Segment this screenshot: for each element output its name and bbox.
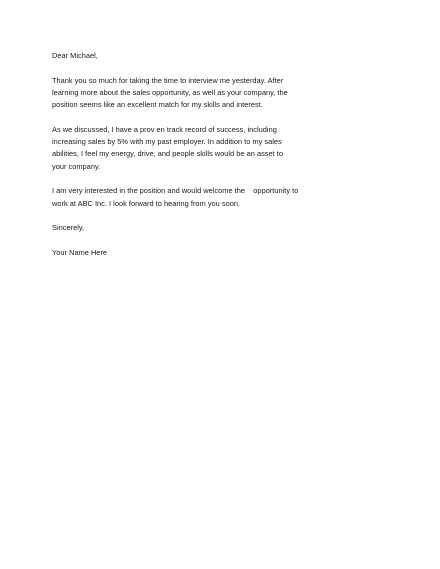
paragraph-3-line-2: work at ABC Inc. I look forward to hearing from you soon. <box>52 198 241 208</box>
paragraph-spacer <box>52 210 302 222</box>
paragraph-2-line-2: increasing sales by 5% with my past employer. In addition to my sales <box>52 137 282 147</box>
paragraph-spacer <box>52 111 302 123</box>
paragraph-spacer <box>52 173 302 185</box>
paragraph-2-line-4: your company. <box>52 161 101 171</box>
paragraph-3 <box>52 185 302 210</box>
paragraph-spacer <box>52 234 302 246</box>
paragraph-3-line-1: I am very interested in the position and would welcome the opportunity to <box>52 186 299 196</box>
letter-body <box>52 50 302 259</box>
paragraph-1 <box>52 75 302 112</box>
paragraph-2-line-3: abilities, I feel my energy, drive, and people skills would be an asset to <box>52 149 283 159</box>
paragraph-2-line-1: As we discussed, I have a prov en track record of success, including <box>52 124 277 134</box>
paragraph-1-line-3: position seems like an excellent match for my skills and interest. <box>52 100 263 110</box>
paragraph-1-line-1: Thank you so much for taking the time to interview me yesterday. After <box>52 75 284 85</box>
paragraph-1-line-2: learning more about the sales opportunity, as well as your company, the <box>52 87 288 97</box>
letter-closing: Sincerely, <box>52 223 85 233</box>
paragraph-spacer <box>52 62 302 74</box>
letter-signature: Your Name Here <box>52 247 108 257</box>
letter-greeting: Dear Michael, <box>52 51 98 60</box>
paragraph-2 <box>52 124 302 173</box>
